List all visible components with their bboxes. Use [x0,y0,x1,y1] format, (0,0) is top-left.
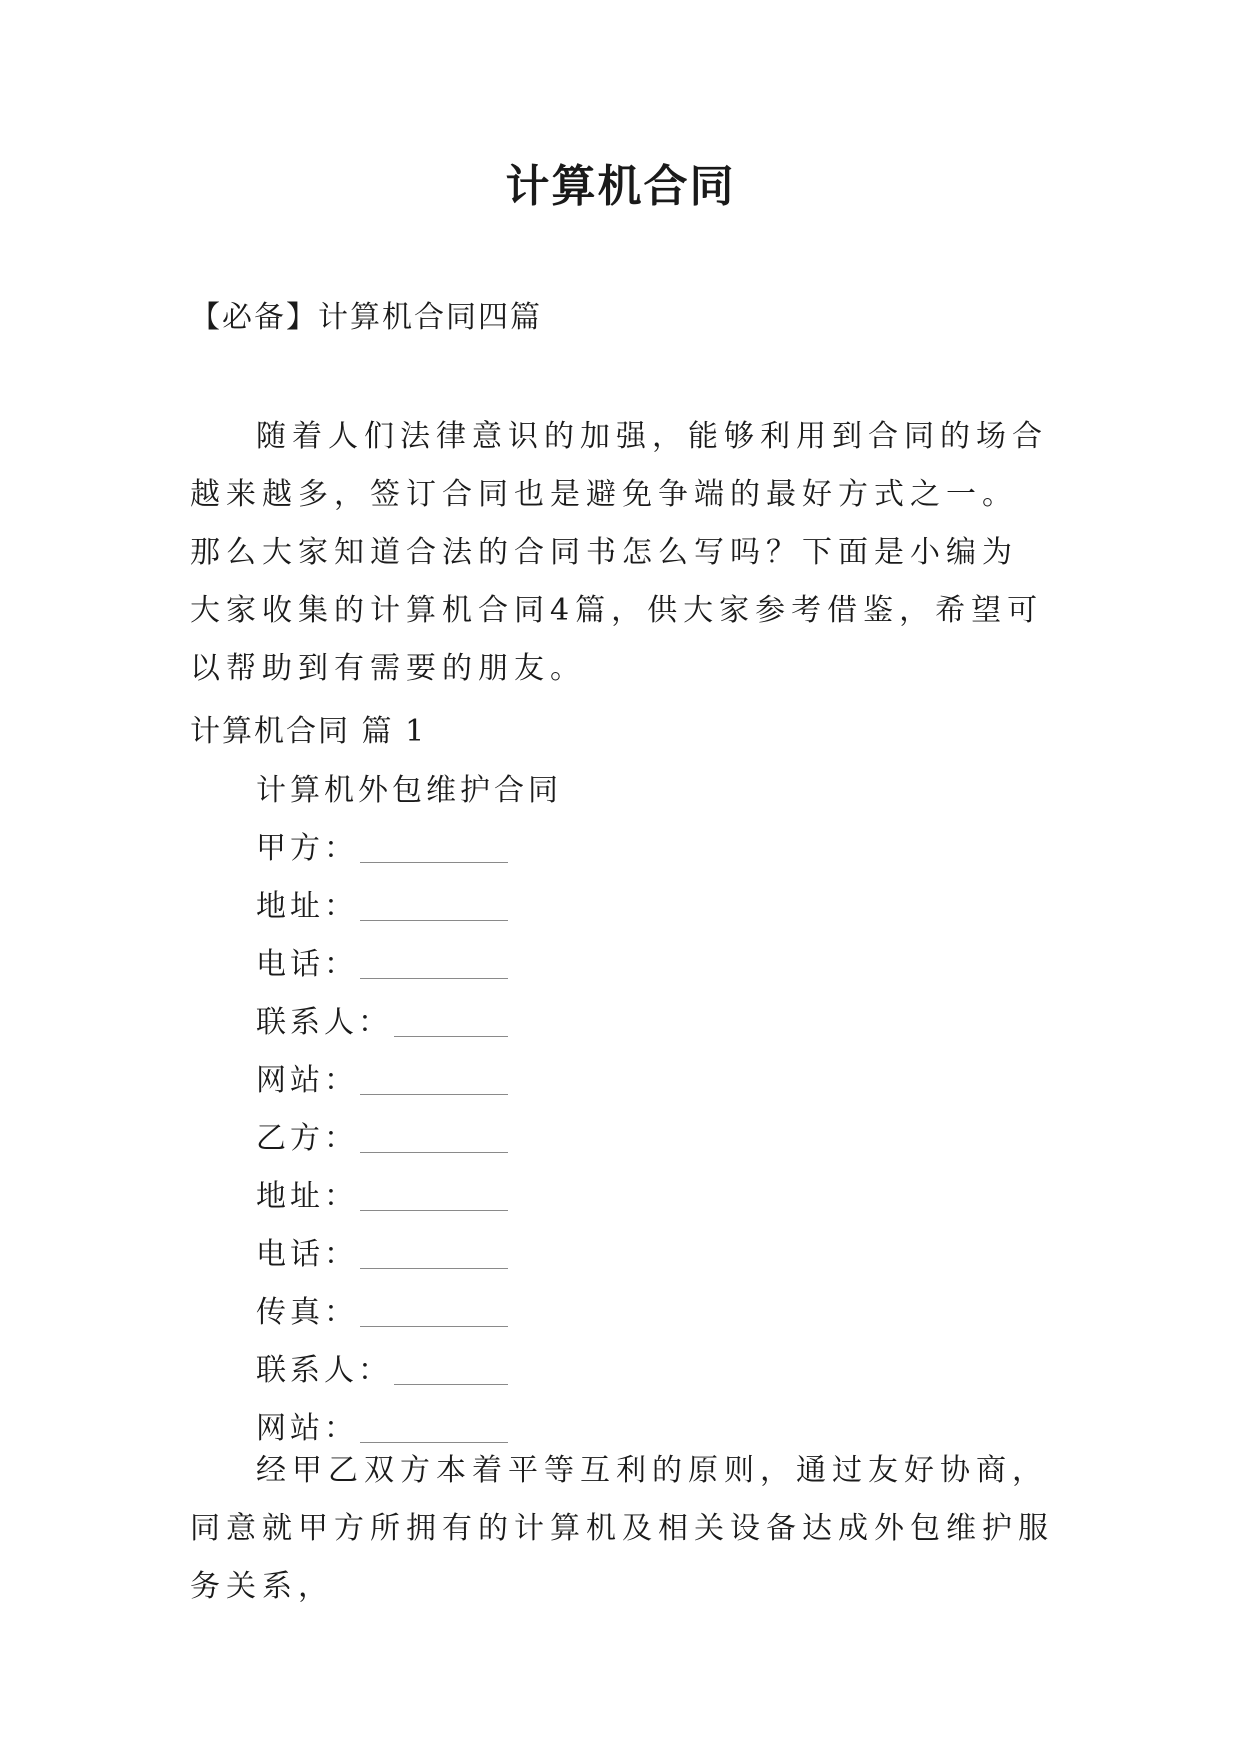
field-party-a-website [256,1052,562,1110]
field-party-a [256,820,562,878]
intro-paragraph: 随着人们法律意识的加强，能够利用到合同的场合越来越多，签订合同也是避免争端的最好方式之一。那么大家知道合法的合同书怎么写吗？下面是小编为大家收集的计算机合同4篇，供大家参考借鉴，希望可以帮助到有需要的朋友。 [190,419,1048,686]
contract-name [256,762,562,820]
field-party-b-address [256,1168,562,1226]
blank-line [360,1418,508,1443]
document-title: 计算机合同 [505,161,736,212]
field-party-a-address [256,878,562,936]
field-label: 地址： [256,889,358,924]
blank-line [360,838,508,863]
field-party-b-fax [256,1284,562,1342]
body-paragraph: 经甲乙双方本着平等互利的原则，通过友好协商，同意就甲方所拥有的计算机及相关设备达成外包维护服务关系， [190,1453,1054,1604]
blank-line [360,1070,508,1095]
blank-line [394,1360,508,1385]
field-label: 传真： [256,1295,358,1330]
field-label: 乙方： [256,1121,358,1156]
field-party-a-phone [256,936,562,994]
contract-name-text: 计算机外包维护合同 [256,773,562,808]
field-label: 地址： [256,1179,358,1214]
field-label: 联系人： [256,1353,392,1388]
field-label: 网站： [256,1063,358,1098]
field-label: 电话： [256,1237,358,1272]
field-party-a-contact [256,994,562,1052]
blank-line [360,1128,508,1153]
field-party-b-phone [256,1226,562,1284]
field-label: 电话： [256,947,358,982]
field-label: 网站： [256,1411,358,1446]
blank-line [360,1186,508,1211]
field-label: 联系人： [256,1005,392,1040]
blank-line [360,954,508,979]
blank-line [360,1302,508,1327]
section-heading: 计算机合同 篇 1 [190,714,427,749]
contract-field-list [256,762,562,1458]
field-party-b [256,1110,562,1168]
field-party-b-contact [256,1342,562,1400]
field-label: 甲方： [256,831,358,866]
document-subtitle: 【必备】计算机合同四篇 [190,300,542,335]
blank-line [360,896,508,921]
blank-line [360,1244,508,1269]
blank-line [394,1012,508,1037]
